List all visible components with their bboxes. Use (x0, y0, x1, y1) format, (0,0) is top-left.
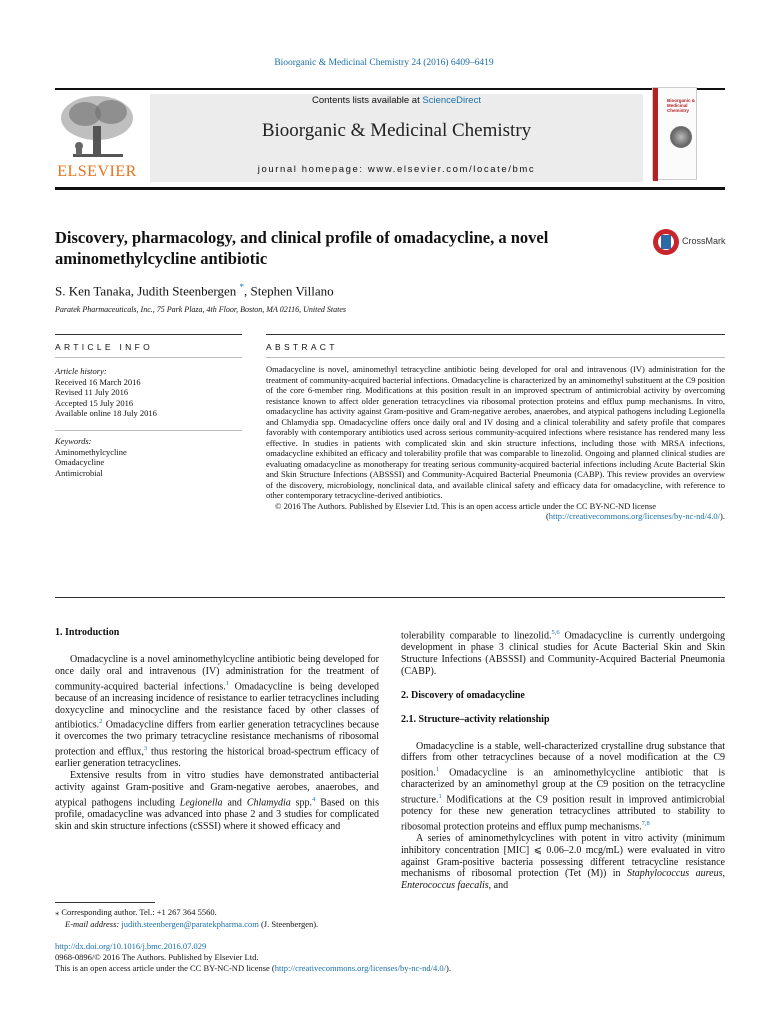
author-list (55, 282, 655, 299)
sar-paragraph-2: A series of aminomethylcyclines with potent in vitro activity (minimum inhibitory concentration [MIC] ⩽ 0.06–2.0 mcg/mL) were evaluated in vitro against Gram-positive bacteria possessing different tetracycline resistance mechanisms of ribosomal protection (Tet (M)) in Staphylococcus aureus, Enterococcus faecalis, and (401, 833, 725, 892)
abstract-license: (http://creativecommons.org/licenses/by-nc-nd/4.0/). (545, 511, 725, 521)
subsection-heading-sar: 2.1. Structure–activity relationship (401, 713, 550, 725)
article-info-heading: ARTICLE INFO (55, 342, 154, 352)
keyword: Aminomethylcycline (55, 446, 127, 457)
citation-link[interactable]: 1 (438, 793, 442, 801)
history-accepted: Accepted 15 July 2016 (55, 397, 134, 408)
journal-title: Bioorganic & Medicinal Chemistry (261, 120, 532, 141)
footnote-rule (55, 902, 155, 903)
history-online: Available online 18 July 2016 (55, 408, 157, 418)
rule (55, 430, 242, 431)
doi-block (55, 941, 755, 974)
history-label: Article history: (55, 366, 107, 376)
citation-link[interactable]: 1 (435, 766, 439, 774)
intro-paragraph-1: Omadacycline is a novel aminomethylcycline antibiotic being developed for once daily oral and intravenous (IV) administration for the treatment of community-acquired bacterial infections.$^1$ Omadacycline is being developed because of an increasing incidence of resistance to earlier tetracyclines including doxycycline and minocycline and the resistance faced by other classes of antibiotics.$^2$ Omadacycline differs from earlier generation tetracyclines because it overcomes the two primary tetracycline resistance mechanisms of ribosomal protection and efflux,$^3$ thus restoring the historical broad-spectrum efficacy of earlier generation tetracyclines. (55, 654, 379, 770)
article-history (55, 366, 242, 419)
citation-link[interactable]: 3 (143, 745, 148, 753)
article-title: Discovery, pharmacology, and clinical profile of omadacycline, a novel aminomethylcycline antibiotic (55, 228, 549, 268)
contents-line (150, 95, 643, 106)
abstract-copyright: © 2016 The Authors. Published by Elsevier Ltd. This is an open access article under the CC BY-NC-ND license (275, 500, 657, 511)
corresponding-author-note: ⁎ Corresponding author. Tel.: +1 267 364 5560. (55, 907, 217, 917)
abstract-heading: ABSTRACT (266, 342, 338, 352)
authors-part2: , Stephen Villano (244, 283, 334, 299)
rule (266, 357, 725, 358)
body-right-column (401, 627, 725, 892)
abstract (266, 364, 725, 522)
rule (55, 334, 242, 335)
citation-link[interactable]: 7,8 (641, 819, 650, 827)
contents-prefix: Contents lists available at (312, 95, 423, 106)
doi-link[interactable]: http://dx.doi.org/10.1016/j.bmc.2016.07.029 (55, 941, 207, 951)
section-heading-discovery: 2. Discovery of omadacycline (401, 689, 525, 701)
cover-band (653, 88, 658, 181)
authors-part1: S. Ken Tanaka, Judith Steenbergen (55, 283, 240, 299)
journal-citation-link[interactable]: Bioorganic & Medicinal Chemistry 24 (2016) 6409–6419 (274, 58, 494, 68)
crossmark-label: CrossMark (682, 236, 726, 246)
license-link[interactable]: http://creativecommons.org/licenses/by-nc-nd/4.0/ (274, 963, 446, 973)
rule (55, 357, 242, 358)
history-revised: Revised 11 July 2016 (55, 387, 129, 397)
affiliation: Paratek Pharmaceuticals, Inc., 75 Park Plaza, 4th Floor, Boston, MA 02116, United States (55, 305, 346, 314)
rule (266, 334, 725, 335)
keywords (55, 436, 242, 478)
body-left-column (55, 627, 379, 832)
crossmark-badge[interactable] (653, 228, 733, 260)
abstract-text: Omadacycline is novel, aminomethyl tetracycline antibiotic being developed for oral and intravenous (IV) administration for the treatment of community-acquired bacterial infections. Omadacycline is characterized by an aminomethyl substituent at the C9 position of the core 6-member ring. Modifications at this position result in an improved spectrum of antimicrobial activity by overcoming resistance known to affect older generation tetracyclines via ribosomal protection proteins and efflux pump mechanisms. In vitro, omadacycline has activity against Gram-positive and Gram-negative aerobes, anaerobes, and atypical pathogens including Legionella and Chlamydia spp. Omadacycline offers once daily oral and IV dosing and a clinical tolerability and safety profile that compares favorably with contemporary antibiotics used across serious community-acquired infections where resistance has rendered many less effective. In studies in patients with complicated skin and skin structure infections, including those with MRSA infections, omadacycline exhibited an efficacy and tolerability profile that was comparable to linezolid. Ongoing and planned clinical studies are evaluating omadacycline as monotherapy for treating serious community-acquired bacterial infections including Acute Bacterial Skin and Skin Structure Infections (ABSSSI) and Community-Acquired Bacterial Pneumonia (CABP). This review provides an overview of the discovery, microbiology, nonclinical data, and available clinical safety and efficacy data for omadacycline, with reference to other contemporary tetracycline-derived antibiotics. (266, 364, 725, 500)
cover-title: Bioorganic & Medicinal Chemistry (667, 98, 696, 113)
history-received: Received 16 March 2016 (55, 376, 141, 387)
masthead-top-rule (55, 88, 725, 90)
issn-line: 0968-0896/© 2016 The Authors. Published by Elsevier Ltd. (55, 952, 259, 962)
masthead-bottom-rule (55, 187, 725, 190)
cover-image (670, 126, 692, 148)
crossmark-icon (653, 229, 679, 255)
email-line: E-mail address: judith.steenbergen@paratekpharma.com (J. Steenbergen). (65, 918, 319, 929)
section-heading-introduction: 1. Introduction (55, 627, 120, 638)
publisher-name: ELSEVIER (57, 163, 137, 180)
keywords-label: Keywords: (55, 436, 92, 446)
citation-link[interactable]: 1 (225, 679, 230, 687)
license-link[interactable]: http://creativecommons.org/licenses/by-nc-nd/4.0/ (548, 511, 721, 521)
homepage-prefix: journal homepage: (257, 164, 368, 175)
citation-link[interactable]: 5,6 (551, 629, 560, 636)
rule (55, 597, 725, 598)
corresponding-author-mark[interactable]: * (239, 282, 245, 292)
sar-paragraph-1: Omadacycline is a stable, well-characterized crystalline drug substance that differs from other tetracyclines because of a novel modification at the C9 position.$^1$ Omadacycline is an aminomethylcycline antibiotic that is characterized by an aminomethyl group at the C9 position on the tetracycline structure.$^1$ Modifications at the C9 position result in improved antimicrobial potency for these new generation tetracyclines attributed to stability to ribosomal protection proteins and efflux pump mechanisms.$^{7,8}$ (401, 740, 725, 833)
journal-homepage (150, 164, 643, 175)
keyword: Omadacycline (55, 457, 105, 467)
corresponding-author-footnote (55, 907, 385, 930)
intro-paragraph-2: Extensive results from in vitro studies have demonstrated antibacterial activity against Gram-positive and Gram-negative aerobes, anaerobes, and atypical pathogens including Legionella and Chlamydia spp.$^4$ Based on this profile, omadacycline was advanced into phase 2 and 3 studies for complicated skin and skin structure infections (cSSSI) where it showed efficacy and (55, 770, 379, 832)
keyword: Antimicrobial (55, 467, 103, 478)
homepage-url[interactable]: www.elsevier.com/locate/bmc (367, 164, 536, 175)
open-access-line: This is an open access article under the CC BY-NC-ND license (http://creativecommons.org/licenses/by-nc-nd/4.0/). (55, 963, 451, 973)
email-link[interactable]: judith.steenbergen@paratekpharma.com (121, 918, 259, 929)
sciencedirect-link[interactable]: ScienceDirect (422, 95, 481, 106)
journal-cover-thumbnail[interactable] (652, 87, 697, 180)
citation-link[interactable]: 2 (99, 718, 103, 726)
citation-link[interactable]: 4 (312, 795, 316, 803)
intro-paragraph-continued: tolerability comparable to linezolid.$^{5,6}$ Omadacycline is currently undergoing development in phase 3 clinical studies for Acute Bacterial Skin and Skin Structure Infections (ABSSSI) and Community-Acquired Bacterial Pneumonia (CABP). (401, 629, 725, 677)
